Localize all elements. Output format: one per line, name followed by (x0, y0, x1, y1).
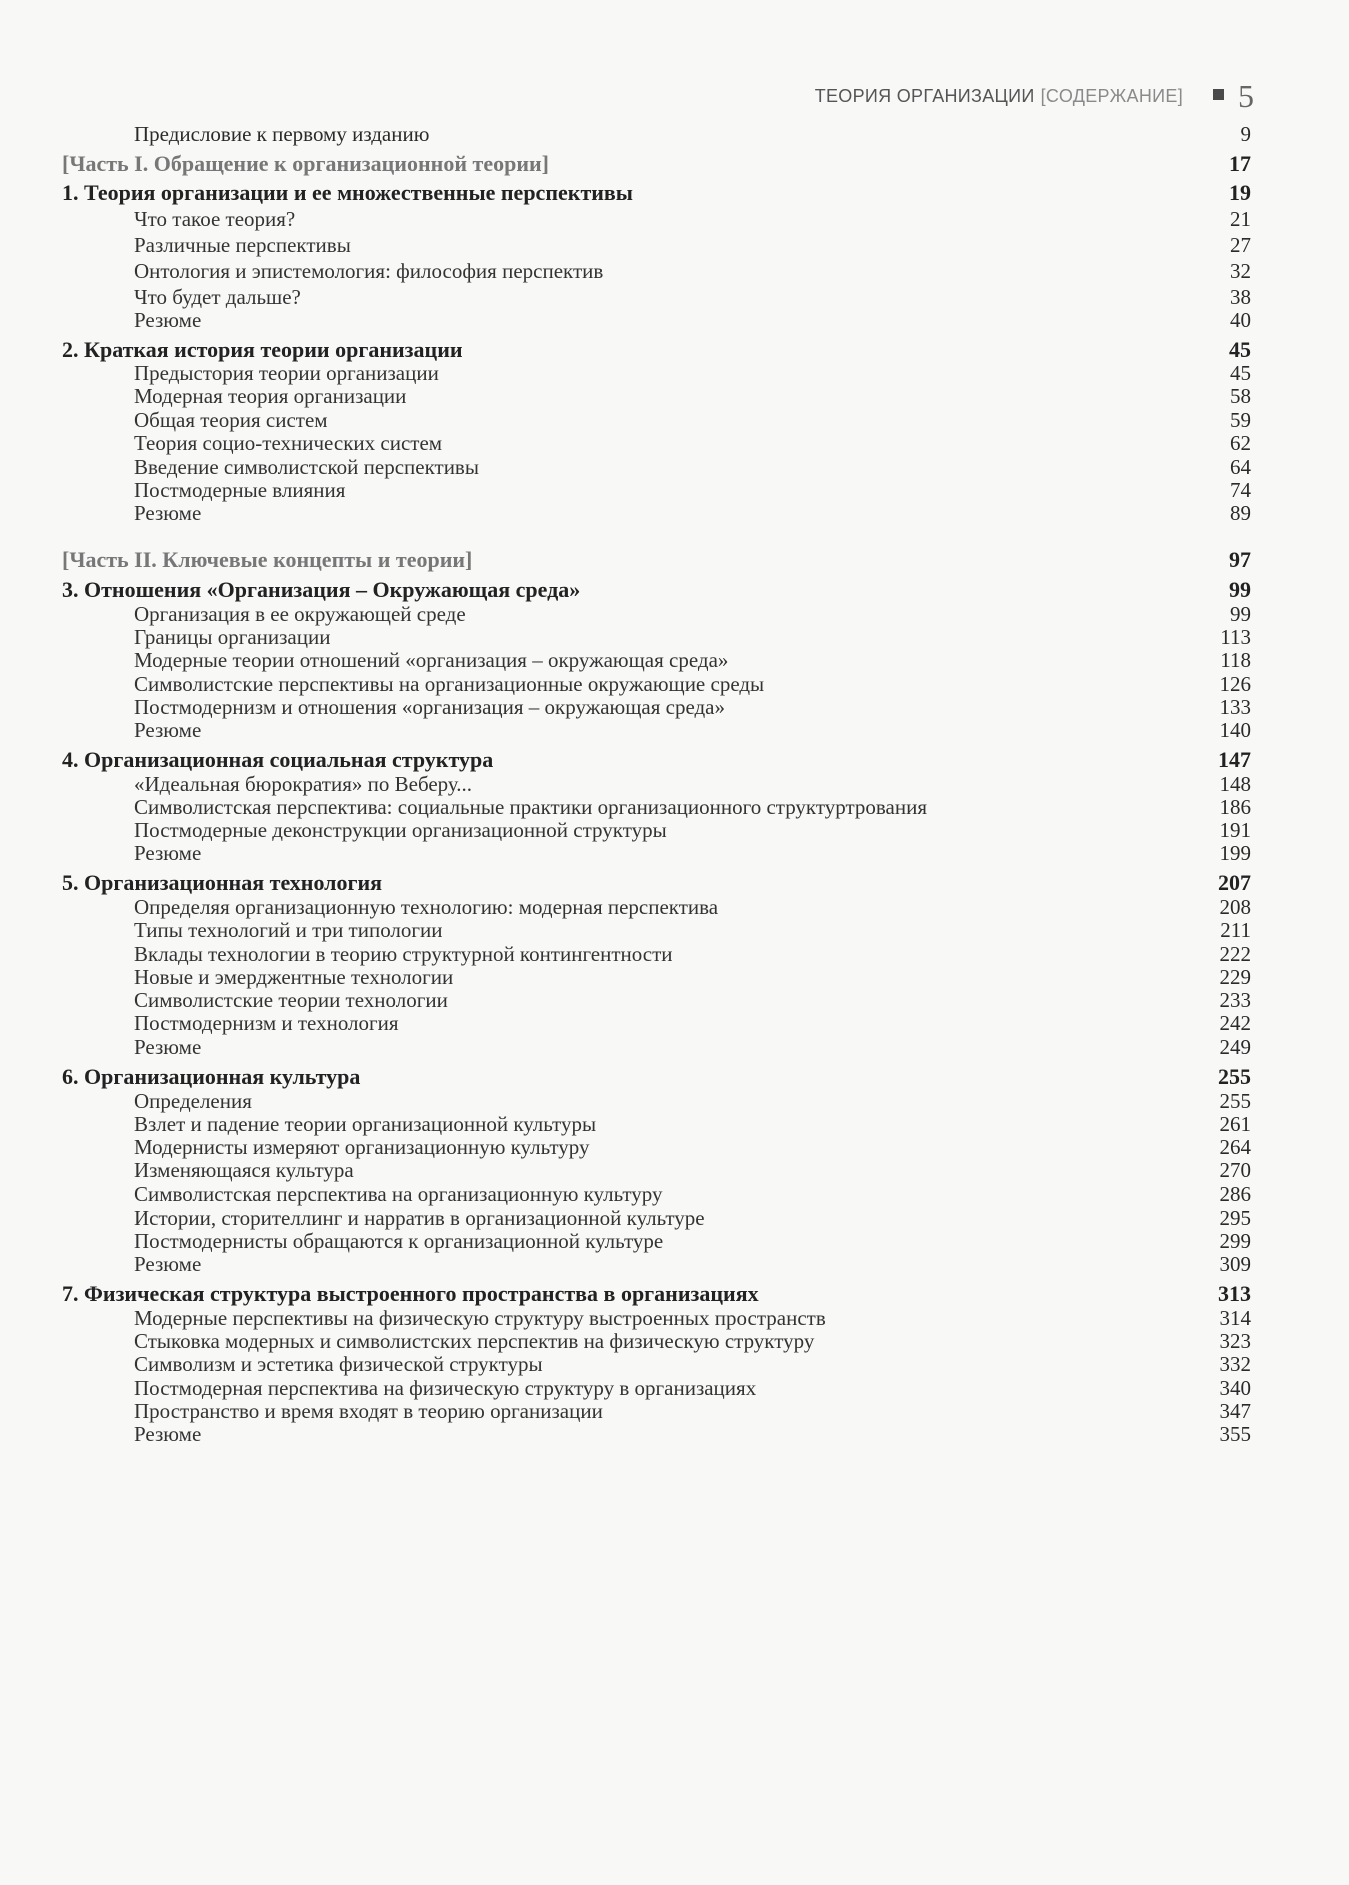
toc-entry-title: Общая теория систем (134, 408, 328, 432)
toc-entry-page: 99 (1229, 577, 1251, 602)
toc-entry-title: Постмодерные деконструкции организационной структуры (134, 818, 667, 842)
toc-entry-row (0, 205, 1349, 233)
toc-entry-row (0, 1033, 1349, 1061)
toc-entry-page: 299 (1219, 1229, 1251, 1253)
square-bullet-icon (1213, 89, 1224, 100)
toc-entry-title: Новые и эмерджентные технологии (134, 965, 454, 989)
toc-entry-page: 140 (1219, 718, 1251, 742)
toc-entry-title: Модерная теория организации (134, 384, 407, 408)
toc-entry-title: Различные перспективы (134, 233, 351, 257)
toc-entry-title: Резюме (134, 1252, 202, 1276)
toc-entry-title: Вклады технологии в теорию структурной контингентности (134, 942, 673, 966)
toc-entry-title: Введение символистской перспективы (134, 455, 479, 479)
toc-part-row (0, 546, 1349, 574)
toc-entry-page: 40 (1230, 308, 1251, 332)
toc-entry-title: Пространство и время входят в теорию организации (134, 1399, 603, 1423)
toc-entry-page: 286 (1219, 1182, 1251, 1206)
toc-entry-page: 45 (1230, 361, 1251, 385)
toc-entry-page: 58 (1230, 384, 1251, 408)
toc-entry-page: 27 (1230, 233, 1251, 257)
toc-entry-title: Что будет дальше? (134, 285, 301, 309)
toc-entry-title: Теория социо-технических систем (134, 431, 443, 455)
toc-entry-page: 261 (1219, 1112, 1251, 1136)
toc-entry-page: 45 (1229, 337, 1251, 362)
toc-entry-row (0, 716, 1349, 744)
toc-entry-page: 133 (1219, 695, 1251, 719)
toc-pre-row (0, 120, 1349, 148)
toc-entry-page: 355 (1219, 1422, 1251, 1446)
toc-entry-title: Модернисты измеряют организационную культуру (134, 1135, 590, 1159)
toc-entry-page: 17 (1229, 151, 1251, 176)
toc-entry-page: 211 (1220, 918, 1251, 942)
toc-entry-page: 32 (1230, 259, 1251, 283)
toc-entry-page: 255 (1219, 1089, 1251, 1113)
toc-entry-page: 207 (1218, 870, 1251, 895)
toc-entry-title: Постмодерные влияния (134, 478, 346, 502)
toc-entry-page: 74 (1230, 478, 1251, 502)
toc-part-row (0, 150, 1349, 178)
toc-entry-title: Стыковка модерных и символистских перспектив на физическую структуру (134, 1329, 815, 1353)
running-header (815, 86, 1224, 107)
toc-entry-page: 208 (1219, 895, 1251, 919)
toc-entry-title: Истории, сторителлинг и нарратив в организационной культуре (134, 1206, 705, 1230)
toc-entry-page: 62 (1230, 431, 1251, 455)
toc-entry-page: 222 (1219, 942, 1251, 966)
toc-entry-row (0, 839, 1349, 867)
toc-entry-title: 1. Теория организации и ее множественные перспективы (62, 180, 633, 205)
toc-entry-title: Символистская перспектива: социальные практики организационного структуртрования (134, 795, 928, 819)
toc-entry-title: Символистские теории технологии (134, 988, 448, 1012)
toc-entry-page: 147 (1218, 747, 1251, 772)
toc-entry-title: 3. Отношения «Организация – Окружающая среда» (62, 577, 581, 602)
toc-entry-row (0, 257, 1349, 285)
toc-entry-title: Резюме (134, 718, 202, 742)
toc-entry-title: Символистская перспектива на организационную культуру (134, 1182, 663, 1206)
toc-entry-page: 255 (1218, 1064, 1251, 1089)
toc-entry-page: 270 (1219, 1158, 1251, 1182)
toc-entry-title: 2. Краткая история теории организации (62, 337, 463, 362)
toc-entry-title: Организация в ее окружающей среде (134, 602, 466, 626)
toc-entry-title: «Идеальная бюрократия» по Веберу... (134, 772, 473, 796)
toc-entry-page: 347 (1219, 1399, 1251, 1423)
toc-entry-page: 113 (1220, 625, 1251, 649)
toc-entry-title: Определяя организационную технологию: модерная перспектива (134, 895, 719, 919)
toc-entry-page: 249 (1219, 1035, 1251, 1059)
toc-entry-page: 9 (1240, 122, 1251, 146)
toc-entry-page: 126 (1219, 672, 1251, 696)
toc-entry-page: 38 (1230, 285, 1251, 309)
toc-entry-page: 242 (1219, 1011, 1251, 1035)
toc-entry-title: Модерные теории отношений «организация – окружающая среда» (134, 648, 729, 672)
toc-entry-title: Типы технологий и три типологии (134, 918, 443, 942)
toc-entry-row (0, 1420, 1349, 1448)
toc-entry-title: [Часть I. Обращение к организационной теории] (62, 151, 549, 176)
toc-entry-title: Онтология и эпистемология: философия перспектив (134, 259, 604, 283)
toc-entry-page: 323 (1219, 1329, 1251, 1353)
toc-entry-title: Символизм и эстетика физической структуры (134, 1352, 543, 1376)
toc-entry-page: 186 (1219, 795, 1251, 819)
toc-entry-title: Резюме (134, 841, 202, 865)
toc-entry-title: Модерные перспективы на физическую структуру выстроенных пространств (134, 1306, 826, 1330)
toc-entry-title: Постмодернизм и отношения «организация – окружающая среда» (134, 695, 725, 719)
toc-entry-row (0, 231, 1349, 259)
toc-entry-page: 314 (1219, 1306, 1251, 1330)
toc-entry-title: [Часть II. Ключевые концепты и теории] (62, 547, 473, 572)
running-header-subtitle: [СОДЕРЖАНИЕ] (1040, 86, 1183, 106)
toc-entry-page: 313 (1218, 1281, 1251, 1306)
toc-entry-title: Символистские перспективы на организационные окружающие среды (134, 672, 765, 696)
toc-entry-title: Постмодернисты обращаются к организационной культуре (134, 1229, 664, 1253)
toc-entry-page: 332 (1219, 1352, 1251, 1376)
toc-entry-title: 4. Организационная социальная структура (62, 747, 494, 772)
toc-entry-page: 309 (1219, 1252, 1251, 1276)
toc-entry-title: Что такое теория? (134, 207, 296, 231)
toc-entry-title: 7. Физическая структура выстроенного пространства в организациях (62, 1281, 759, 1306)
toc-entry-page: 191 (1219, 818, 1251, 842)
toc-entry-page: 97 (1229, 547, 1251, 572)
toc-entry-page: 233 (1219, 988, 1251, 1012)
toc-entry-title: 6. Организационная культура (62, 1064, 361, 1089)
toc-entry-title: Резюме (134, 1422, 202, 1446)
toc-entry-title: Предыстория теории организации (134, 361, 439, 385)
toc-entry-title: Резюме (134, 1035, 202, 1059)
toc-entry-page: 229 (1219, 965, 1251, 989)
toc-entry-page: 64 (1230, 455, 1251, 479)
toc-entry-title: Резюме (134, 308, 202, 332)
toc-entry-page: 99 (1230, 602, 1251, 626)
toc-entry-title: Постмодернизм и технология (134, 1011, 399, 1035)
toc-entry-title: Определения (134, 1089, 252, 1113)
toc-entry-page: 264 (1219, 1135, 1251, 1159)
toc-chap-row (0, 179, 1349, 207)
page-number: 5 (1238, 78, 1254, 114)
toc-entry-row (0, 499, 1349, 527)
running-header-title: ТЕОРИЯ ОРГАНИЗАЦИИ (814, 86, 1035, 106)
toc-entry-page: 59 (1230, 408, 1251, 432)
toc-entry-page: 89 (1230, 501, 1251, 525)
toc-entry-title: Взлет и падение теории организационной культуры (134, 1112, 597, 1136)
toc-entry-page: 19 (1229, 180, 1251, 205)
toc-entry-page: 340 (1219, 1376, 1251, 1400)
toc-entry-page: 118 (1220, 648, 1251, 672)
toc-entry-title: 5. Организационная технология (62, 870, 383, 895)
toc-entry-page: 295 (1219, 1206, 1251, 1230)
toc-entry-row (0, 306, 1349, 334)
toc-entry-row (0, 1250, 1349, 1278)
toc-entry-title: Предисловие к первому изданию (134, 122, 430, 146)
toc-entry-page: 148 (1219, 772, 1251, 796)
toc-entry-title: Границы организации (134, 625, 331, 649)
toc-entry-page: 199 (1219, 841, 1251, 865)
toc-entry-page: 21 (1230, 207, 1251, 231)
toc-entry-title: Резюме (134, 501, 202, 525)
toc-entry-title: Постмодерная перспектива на физическую структуру в организациях (134, 1376, 757, 1400)
toc-entry-title: Изменяющаяся культура (134, 1158, 354, 1182)
